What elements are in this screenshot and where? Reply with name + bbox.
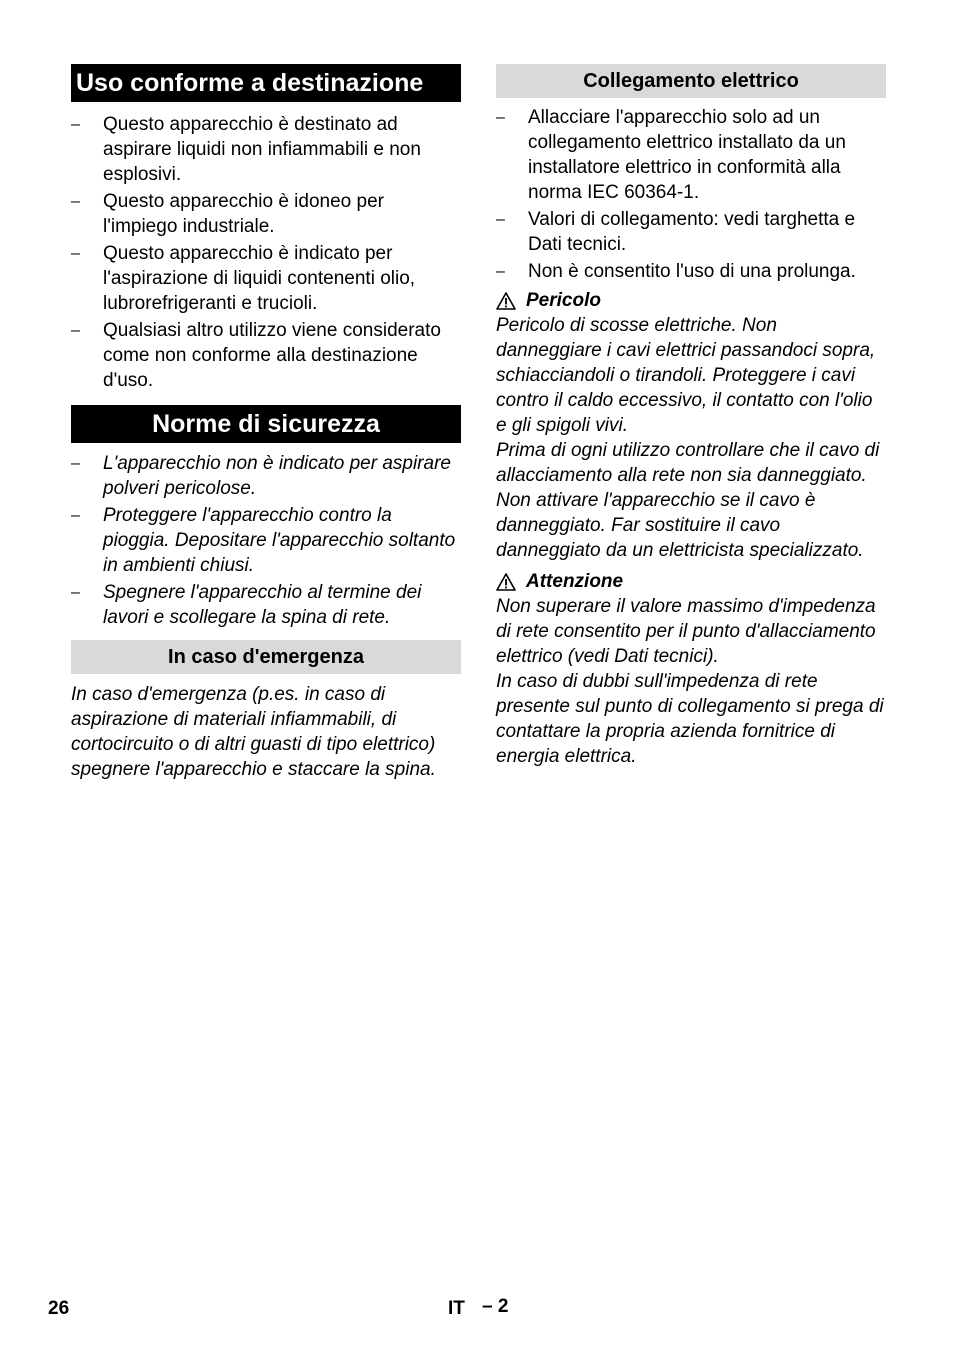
list-item: – Questo apparecchio è idoneo per l'impiego industriale.	[71, 191, 384, 237]
list-item: – Questo apparecchio è destinato ad aspirare liquidi non infiammabili e non esplosivi.	[71, 114, 421, 185]
dash-bullet: –	[71, 584, 80, 601]
dash-bullet: –	[496, 211, 505, 228]
section-title-norme: Norme di sicurezza	[71, 405, 461, 443]
attenzione-text-1: Non superare il valore massimo d'impedenza di rete consentito per il punto d'allacciamento elettrico (vedi Dati tecnici).	[496, 596, 876, 667]
warning-triangle-icon	[496, 573, 516, 591]
dash-bullet: –	[71, 455, 80, 472]
list-item: – L'apparecchio non è indicato per aspirare polveri pericolose.	[71, 453, 451, 499]
warning-title-attenzione: Attenzione	[496, 569, 886, 594]
dash-bullet: –	[496, 109, 505, 126]
left-column	[71, 64, 461, 782]
pericolo-text-2: Prima di ogni utilizzo controllare che il cavo di allacciamento alla rete non sia danneggiato. Non attivare l'apparecchio se il cavo è danneggiato. Far sostituire il cavo danneggiato da un elettricista specializzato.	[496, 440, 880, 561]
list-item: – Proteggere l'apparecchio contro la pioggia. Depositare l'apparecchio soltanto in ambienti chiusi.	[71, 505, 456, 576]
list-item: – Questo apparecchio è indicato per l'aspirazione di liquidi contenenti olio, lubrorefrigeranti e trucioli.	[71, 243, 416, 314]
dash-bullet: –	[71, 322, 80, 339]
list-item: – Allacciare l'apparecchio solo ad un collegamento elettrico installato da un installatore elettrico in conformità alla norma IEC 60364-1.	[496, 107, 846, 203]
dash-bullet: –	[71, 193, 80, 210]
emergenza-text: In caso d'emergenza (p.es. in caso di aspirazione di materiali infiammabili, di cortocircuito o di altri guasti di tipo elettrico) spegnere l'apparecchio e staccare la spina.	[71, 684, 436, 780]
subsection-title-collegamento: Collegamento elettrico	[496, 64, 886, 98]
list-item: – Qualsiasi altro utilizzo viene considerato come non conforme alla destinazione d'uso.	[71, 320, 441, 391]
uso-list	[71, 112, 461, 393]
attenzione-text-2: In caso di dubbi sull'impedenza di rete presente sul punto di collegamento si prega di contattare la propria azienda fornitrice di energia elettrica.	[496, 671, 884, 767]
list-item: – Spegnere l'apparecchio al termine dei lavori e scollegare la spina di rete.	[71, 582, 422, 628]
list-item: – Valori di collegamento: vedi targhetta e Dati tecnici.	[496, 209, 856, 255]
right-column	[496, 64, 886, 769]
collegamento-list	[496, 105, 886, 284]
dash-bullet: –	[71, 116, 80, 133]
norme-list	[71, 451, 461, 630]
section-page-number: – 2	[482, 1296, 509, 1317]
list-item: – Non è consentito l'uso di una prolunga.	[496, 261, 856, 282]
warning-title-pericolo: Pericolo	[496, 288, 886, 313]
section-title-uso: Uso conforme a destinazione	[71, 64, 461, 102]
dash-bullet: –	[496, 263, 505, 280]
dash-bullet: –	[71, 507, 80, 524]
subsection-title-emergenza: In caso d'emergenza	[71, 640, 461, 674]
language-code: IT	[448, 1298, 465, 1319]
pericolo-text-1: Pericolo di scosse elettriche. Non danneggiare i cavi elettrici passandoci sopra, schiacciandoli o tirandoli. Proteggere i cavi contro il caldo eccessivo, il contatto con l'olio e gli spigoli vivi.	[496, 315, 876, 436]
page-number: 26	[48, 1298, 70, 1319]
dash-bullet: –	[71, 245, 80, 262]
warning-triangle-icon	[496, 292, 516, 310]
